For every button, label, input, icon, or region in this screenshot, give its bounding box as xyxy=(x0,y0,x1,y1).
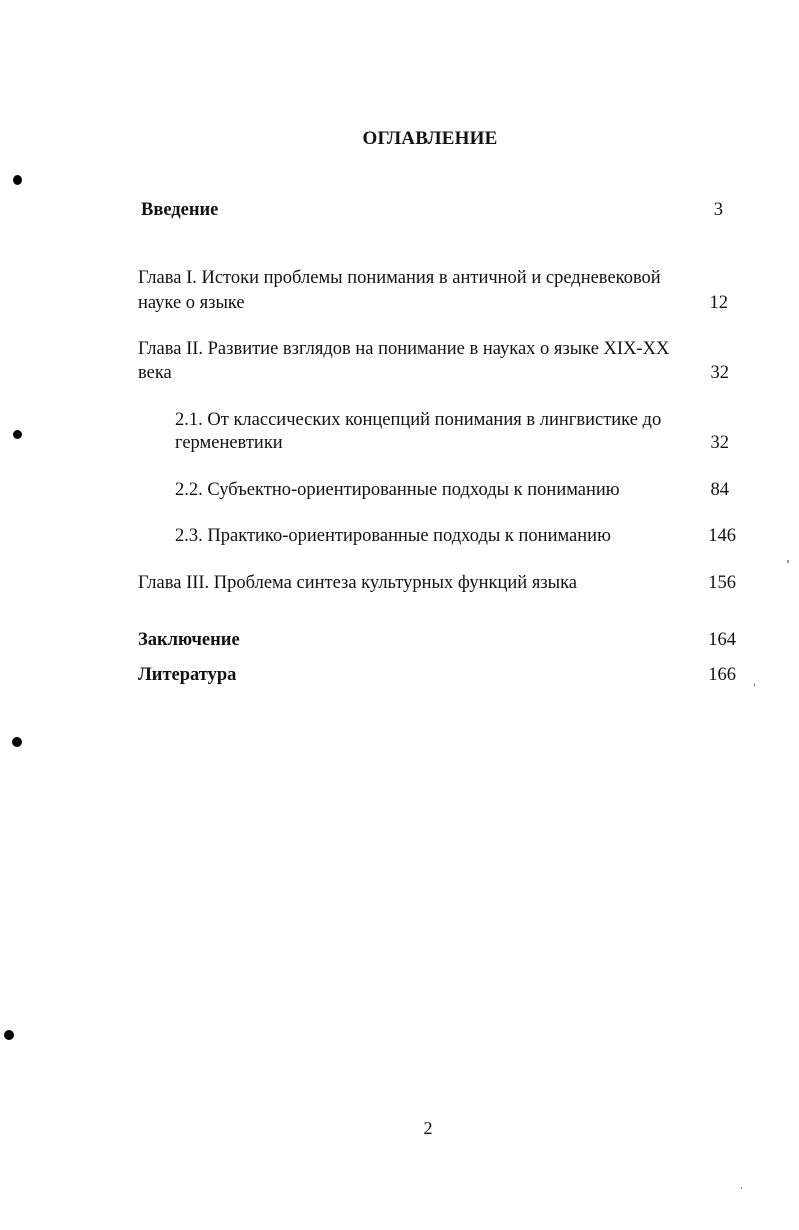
toc-page-ch3: 156 xyxy=(708,573,736,593)
toc-page-intro: 3 xyxy=(713,200,723,220)
toc-page-references: 166 xyxy=(708,665,736,685)
scan-speck xyxy=(754,683,755,687)
toc-entry-s23: 2.3. Практико-ориентированные подходы к пониманию xyxy=(175,526,611,546)
punch-hole-mark xyxy=(12,737,22,747)
toc-entry-ch1-line1: Глава I. Истоки проблемы понимания в античной и средневековой xyxy=(138,268,661,288)
toc-entry-ch1-line2: науке о языке xyxy=(138,293,245,313)
punch-hole-mark xyxy=(13,430,22,439)
toc-entry-conclusion: Заключение xyxy=(138,630,240,650)
toc-page-s22: 84 xyxy=(710,480,729,500)
toc-entry-ch3: Глава III. Проблема синтеза культурных функций языка xyxy=(138,573,577,593)
toc-entry-s21-line1: 2.1. От классических концепций понимания в лингвистике до xyxy=(175,410,662,430)
scan-speck xyxy=(787,560,789,563)
page-number: 2 xyxy=(423,1118,433,1138)
scan-speck xyxy=(741,1187,742,1189)
punch-hole-mark xyxy=(4,1030,14,1040)
punch-hole-mark xyxy=(13,175,22,185)
toc-entry-ch2-line2: века xyxy=(138,363,172,383)
toc-page-s23: 146 xyxy=(708,526,736,546)
toc-entry-ch2-line1: Глава II. Развитие взглядов на понимание в науках о языке XIX-XX xyxy=(138,339,670,359)
toc-page-conclusion: 164 xyxy=(708,630,736,650)
toc-page-s21: 32 xyxy=(710,433,729,453)
toc-entry-references: Литература xyxy=(138,665,237,685)
toc-page-ch1: 12 xyxy=(709,293,728,313)
toc-entry-s21-line2: герменевтики xyxy=(175,433,283,453)
toc-page-ch2: 32 xyxy=(710,363,729,383)
toc-entry-s22: 2.2. Субъектно-ориентированные подходы к пониманию xyxy=(175,480,620,500)
toc-entry-intro: Введение xyxy=(141,200,219,220)
page-title: ОГЛАВЛЕНИЕ xyxy=(362,128,498,149)
